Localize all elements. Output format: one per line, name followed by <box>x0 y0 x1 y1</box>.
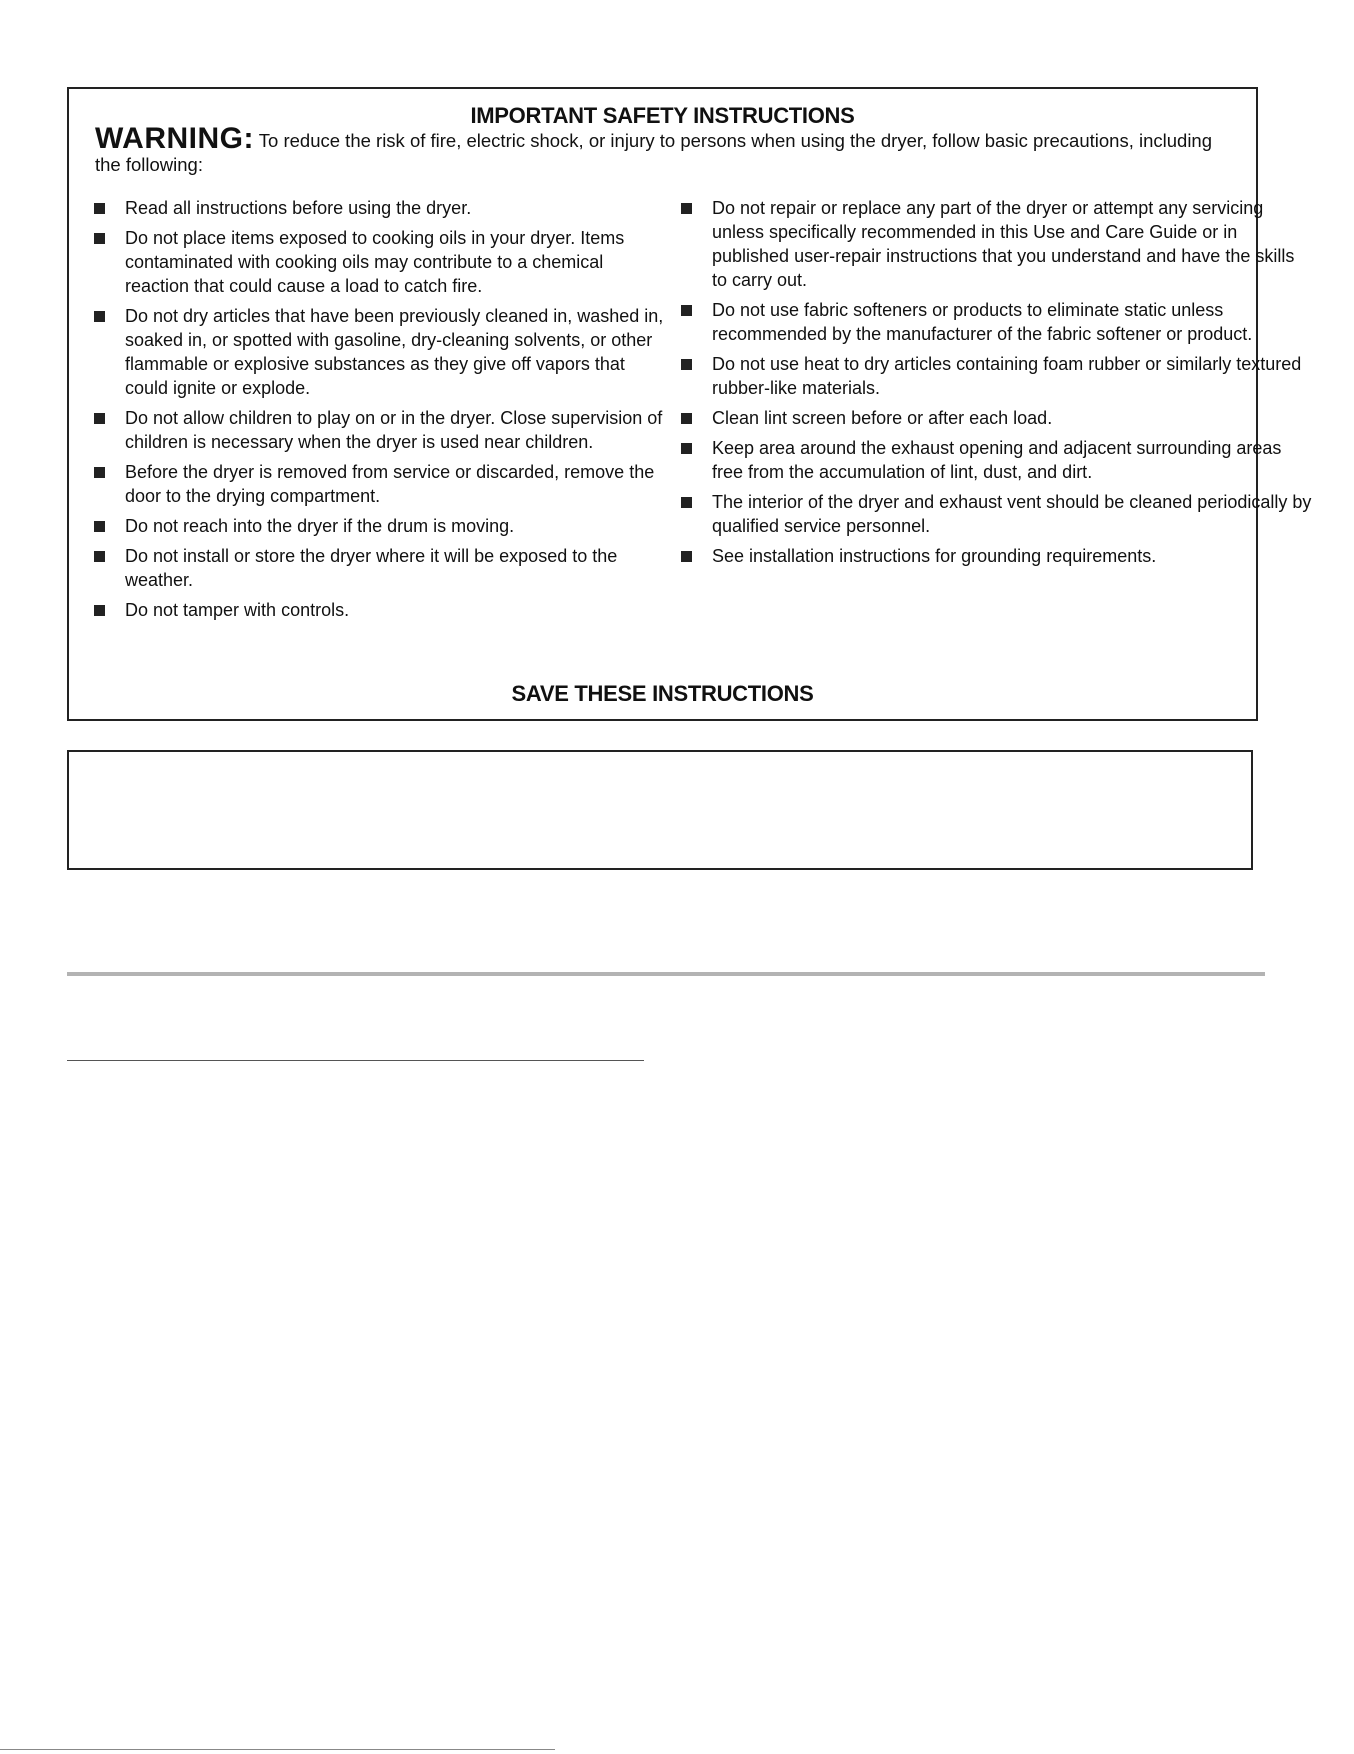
square-bullet-icon <box>681 497 692 508</box>
square-bullet-icon <box>681 413 692 424</box>
square-bullet-icon <box>94 551 105 562</box>
heading-underline <box>67 1060 644 1061</box>
list-item: Read all instructions before using the dryer. <box>94 196 669 220</box>
safety-title: IMPORTANT SAFETY INSTRUCTIONS <box>470 103 855 128</box>
square-bullet-icon <box>94 521 105 532</box>
list-item: Before the dryer is removed from service or discarded, remove the door to the drying compartment. <box>94 460 669 508</box>
warning-label: WARNING: <box>95 122 254 155</box>
left-instruction-list <box>94 196 669 628</box>
list-item: Do not use fabric softeners or products to eliminate static unless recommended by the manufacturer of the fabric softener or product. <box>681 298 1313 346</box>
empty-bordered-box <box>67 750 1253 870</box>
save-instructions-title: SAVE THESE INSTRUCTIONS <box>511 681 814 706</box>
list-item: Keep area around the exhaust opening and adjacent surrounding areas free from the accumulation of lint, dust, and dirt. <box>681 436 1313 484</box>
square-bullet-icon <box>94 413 105 424</box>
square-bullet-icon <box>94 311 105 322</box>
square-bullet-icon <box>681 551 692 562</box>
square-bullet-icon <box>681 305 692 316</box>
list-item: Do not allow children to play on or in the dryer. Close supervision of children is necessary when the dryer is used near children. <box>94 406 669 454</box>
list-item: See installation instructions for grounding requirements. <box>681 544 1313 568</box>
square-bullet-icon <box>94 233 105 244</box>
square-bullet-icon <box>94 467 105 478</box>
list-item: Do not repair or replace any part of the dryer or attempt any servicing unless specifically recommended in this Use and Care Guide or in published user-repair instructions that you understand and have the skills to carry out. <box>681 196 1313 292</box>
footer-line <box>0 1749 555 1750</box>
list-item: Do not tamper with controls. <box>94 598 669 622</box>
square-bullet-icon <box>681 203 692 214</box>
list-item: Do not install or store the dryer where it will be exposed to the weather. <box>94 544 669 592</box>
square-bullet-icon <box>681 359 692 370</box>
warning-text: To reduce the risk of fire, electric shock, or injury to persons when using the dryer, follow basic precautions, including the following: <box>95 130 1213 175</box>
list-item: Do not use heat to dry articles containing foam rubber or similarly textured rubber-like materials. <box>681 352 1313 400</box>
list-item: The interior of the dryer and exhaust vent should be cleaned periodically by qualified service personnel. <box>681 490 1313 538</box>
list-item: Clean lint screen before or after each load. <box>681 406 1313 430</box>
section-divider <box>67 972 1265 976</box>
square-bullet-icon <box>681 443 692 454</box>
right-instruction-list <box>681 196 1313 574</box>
list-item: Do not reach into the dryer if the drum is moving. <box>94 514 669 538</box>
safety-instructions-box <box>67 87 1312 721</box>
square-bullet-icon <box>94 605 105 616</box>
list-item: Do not place items exposed to cooking oils in your dryer. Items contaminated with cooking oils may contribute to a chemical reaction that could cause a load to catch fire. <box>94 226 669 298</box>
warning-paragraph <box>95 122 1238 177</box>
square-bullet-icon <box>94 203 105 214</box>
list-item: Do not dry articles that have been previously cleaned in, washed in, soaked in, or spotted with gasoline, dry-cleaning solvents, or other flammable or explosive substances as they give off vapors that could ignite or explode. <box>94 304 669 400</box>
